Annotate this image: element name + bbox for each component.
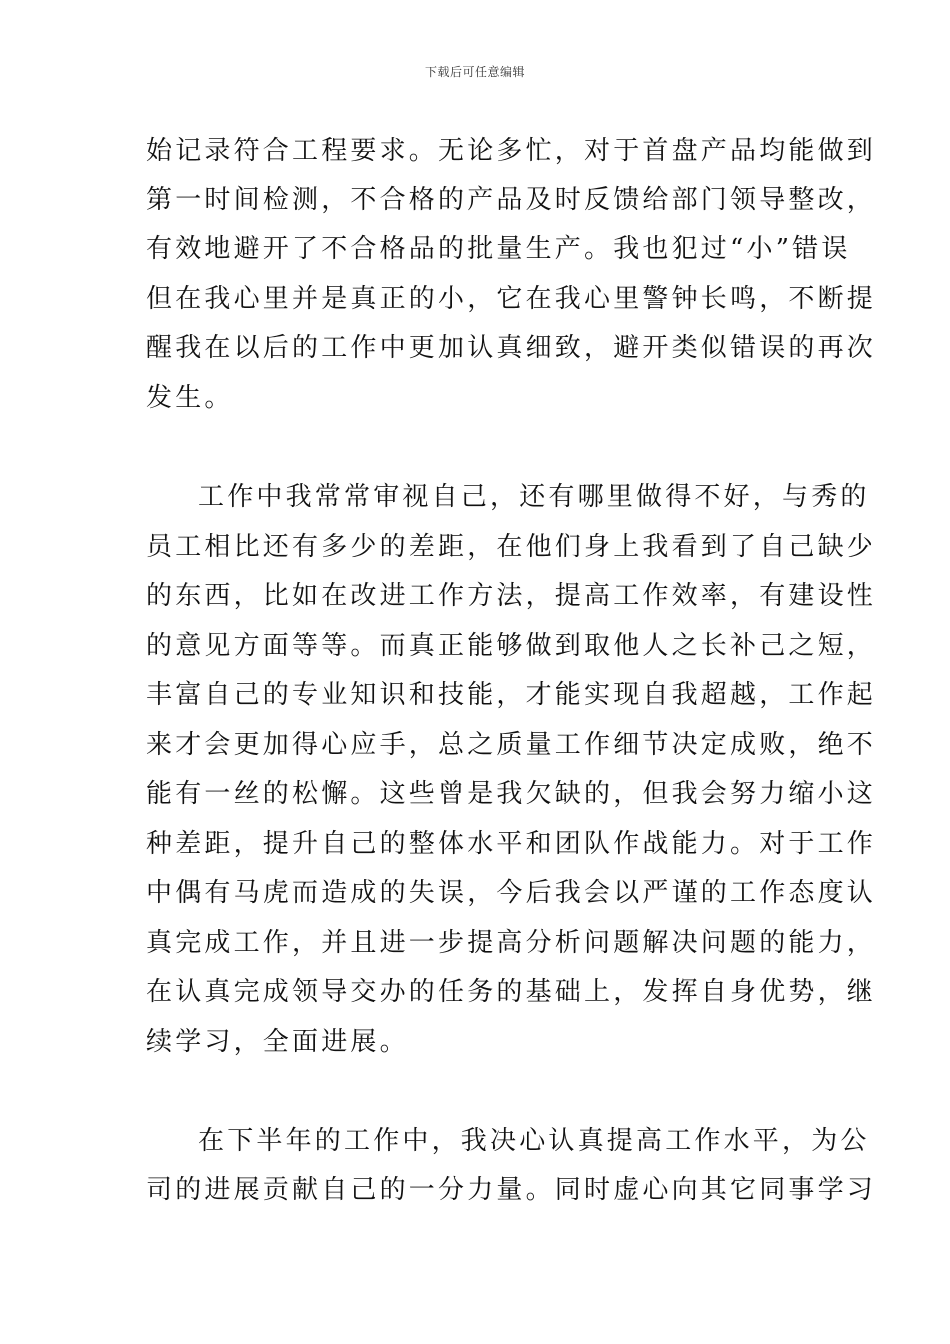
paragraph-2-line-12: 续学习，全面进展。: [146, 1027, 409, 1057]
paragraph-2-line-8: 种差距，提升自己的整体水平和团队作战能力。对于工作: [146, 829, 877, 859]
paragraph-1-line-6: 发生。: [146, 383, 234, 413]
paragraph-2-line-6: 来才会更加得心应手，总之质量工作细节决定成败，绝不: [146, 730, 877, 760]
paragraph-1-line-5: 醒我在以后的工作中更加认真细致，避开类似错误的再次: [146, 333, 877, 363]
paragraph-2-line-3: 的东西，比如在改进工作方法，提高工作效率，有建设性: [146, 581, 877, 611]
paragraph-1-line-4: 但在我心里并是真正的小，它在我心里警钟长鸣，不断提: [146, 284, 877, 314]
paragraph-2-line-4: 的意见方面等等。而真正能够做到取他人之长补己之短，: [146, 631, 877, 661]
paragraph-2-line-2: 员工相比还有多少的差距，在他们身上我看到了自己缺少: [146, 532, 877, 562]
paragraph-1-line-3: 有效地避开了不合格品的批量生产。我也犯过“小”错误: [146, 234, 851, 264]
paragraph-1-line-1: 始记录符合工程要求。无论多忙，对于首盘产品均能做到: [146, 136, 877, 166]
paragraph-2-line-11: 在认真完成领导交办的任务的基础上，发挥自身优势，继: [146, 977, 877, 1007]
paragraph-2-line-9: 中偶有马虎而造成的失误，今后我会以严谨的工作态度认: [146, 878, 877, 908]
paragraph-2-line-5: 丰富自己的专业知识和技能，才能实现自我超越，工作起: [146, 680, 877, 710]
paragraph-1-line-2: 第一时间检测，不合格的产品及时反馈给部门领导整改，: [146, 185, 877, 215]
paragraph-2-line-1: 工作中我常常审视自己，还有哪里做得不好，与秀的: [198, 482, 870, 512]
paragraph-3-line-1: 在下半年的工作中，我决心认真提高工作水平，为公: [198, 1126, 870, 1156]
paragraph-2-line-10: 真完成工作，并且进一步提高分析问题解决问题的能力，: [146, 928, 877, 958]
page-header: 下载后可任意编辑: [424, 65, 525, 79]
paragraph-3-line-2: 司的进展贡献自己的一分力量。同时虚心向其它同事学习: [146, 1175, 877, 1205]
paragraph-2-line-7: 能有一丝的松懈。这些曾是我欠缺的，但我会努力缩小这: [146, 779, 877, 809]
